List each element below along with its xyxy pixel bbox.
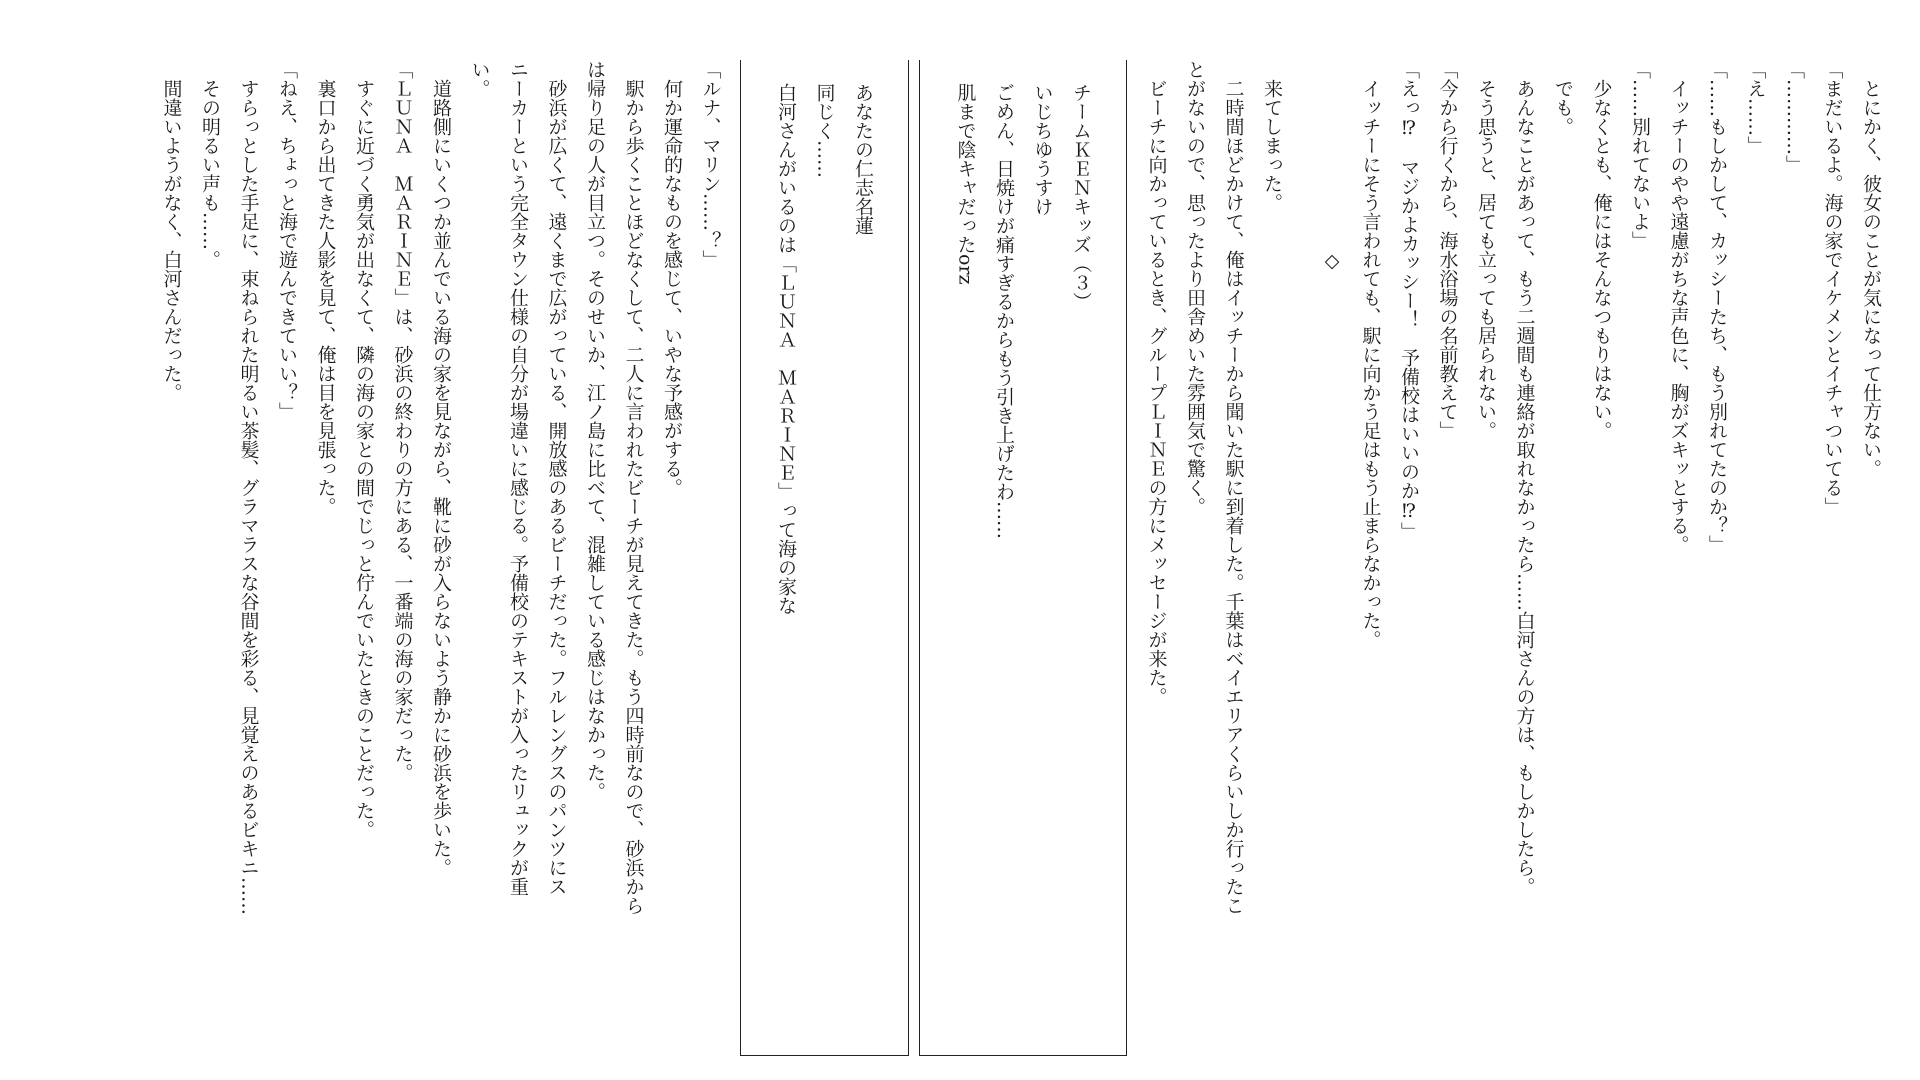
message-box bbox=[740, 60, 910, 1056]
message-line: チームＫＥＮキッズ（３） bbox=[1070, 83, 1092, 311]
dialogue-line: 「ルナ、マリン……？」 bbox=[699, 60, 722, 269]
paragraph-line: 道路側にいくつか並んでいる海の家を見ながら、靴に砂が入らないよう静かに砂浜を歩いた。 bbox=[430, 79, 452, 877]
paragraph-line: イッチーにそう言われても、駅に向かう足はもう止まらなかった。 bbox=[1359, 79, 1382, 649]
paragraph-line: とがないので、思ったより田舎めいた雰囲気で驚く。 bbox=[1184, 60, 1206, 516]
paragraph-line: 駅から歩くことほどなくして、二人に言われたビーチが見えてきた。もう四時前なので、砂浜から bbox=[622, 79, 645, 915]
dialogue-line: 「ねえ、ちょっと海で遊んできていい？」 bbox=[276, 60, 298, 421]
paragraph-line: は帰り足の人が目立つ。そのせいか、江ノ島に比べて、混雑している感じはなかった。 bbox=[584, 60, 606, 801]
message-line: ごめん、日焼けが痛すぎるからもう引き上げたわ…… bbox=[993, 83, 1015, 539]
paragraph-line: すらっとした手足に、束ねられた明るい茶髪、グラマラスな谷間を彩る、見覚えのあるビキニ…… bbox=[237, 79, 260, 915]
novel-page bbox=[30, 60, 1890, 1060]
paragraph-line: 何か運命的なものを感じて、いやな予感がする。 bbox=[661, 79, 683, 497]
dialogue-line: 「えっ⁉ マジかよカッシー！ 予備校はいいのか⁉」 bbox=[1398, 60, 1420, 541]
paragraph-line: 来てしまった。 bbox=[1261, 79, 1283, 212]
message-line: あなたの仁志名蓮 bbox=[852, 83, 874, 235]
dialogue-line: 「ＬＵＮＡ ＭＡＲＩＮＥ」は、砂浜の終わりの方にある、一番端の海の家だった。 bbox=[391, 60, 414, 782]
paragraph-line: ビーチに向かっているとき、グループＬＩＮＥの方にメッセージが来た。 bbox=[1145, 79, 1168, 706]
paragraph-line: すぐに近づく勇気が出なくて、隣の海の家との間でじっと佇んでいたときのことだった。 bbox=[353, 79, 375, 839]
dialogue-line: 「まだいるよ。海の家でイケメンとイチャついてる」 bbox=[1821, 60, 1844, 516]
dialogue-line: 「今から行くから、海水浴場の名前教えて」 bbox=[1436, 60, 1459, 440]
message-line: 白河さんがいるのは「ＬＵＮＡ ＭＡＲＩＮＥ」って海の家な bbox=[775, 83, 797, 615]
message-line: 同じく…… bbox=[813, 83, 836, 178]
dialogue-line: 「……別れてないよ」 bbox=[1629, 60, 1651, 250]
message-line: 肌まで陰キャだったorz bbox=[954, 83, 977, 285]
scene-divider: ◇ bbox=[1321, 250, 1343, 272]
paragraph-line: イッチーのやや遠慮がちな声色に、胸がズキッとする。 bbox=[1667, 79, 1690, 554]
paragraph-line: い。 bbox=[468, 60, 491, 98]
message-line: いじちゆうすけ bbox=[1031, 83, 1054, 216]
paragraph-line: でも。 bbox=[1552, 79, 1574, 136]
dialogue-line: 「……もしかして、カッシーたち、もう別れてたのか？」 bbox=[1706, 60, 1728, 554]
paragraph-line: 砂浜が広くて、遠くまで広がっている、開放感のあるビーチだった。フルレングスのパンツにス bbox=[545, 79, 568, 896]
dialogue-line: 「え……」 bbox=[1744, 60, 1767, 155]
message-box bbox=[919, 60, 1127, 1056]
dialogue-line: 「…………」 bbox=[1783, 60, 1805, 174]
paragraph-line: そう思うと、居ても立っても居られない。 bbox=[1475, 79, 1497, 440]
paragraph-line: 裏口から出てきた人影を見て、俺は目を見張った。 bbox=[314, 79, 337, 516]
paragraph-line: その明るい声も……。 bbox=[199, 79, 221, 269]
paragraph-line: あんなことがあって、もう二週間も連絡が取れなかったら……白河さんの方は、もしかしたら。 bbox=[1513, 79, 1536, 896]
paragraph-line: 二時間ほどかけて、俺はイッチーから聞いた駅に到着した。千葉はベイエリアくらいしか行ったこ bbox=[1222, 79, 1245, 915]
paragraph-line: とにかく、彼女のことが気になって仕方ない。 bbox=[1860, 79, 1882, 478]
paragraph-line: 少なくとも、俺にはそんなつもりはない。 bbox=[1590, 79, 1613, 440]
paragraph-line: 間違いようがなく、白河さんだった。 bbox=[160, 79, 183, 402]
paragraph-line: ニーカーという完全タウン仕様の自分が場違いに感じる。予備校のテキストが入ったリュックが重 bbox=[507, 60, 529, 896]
